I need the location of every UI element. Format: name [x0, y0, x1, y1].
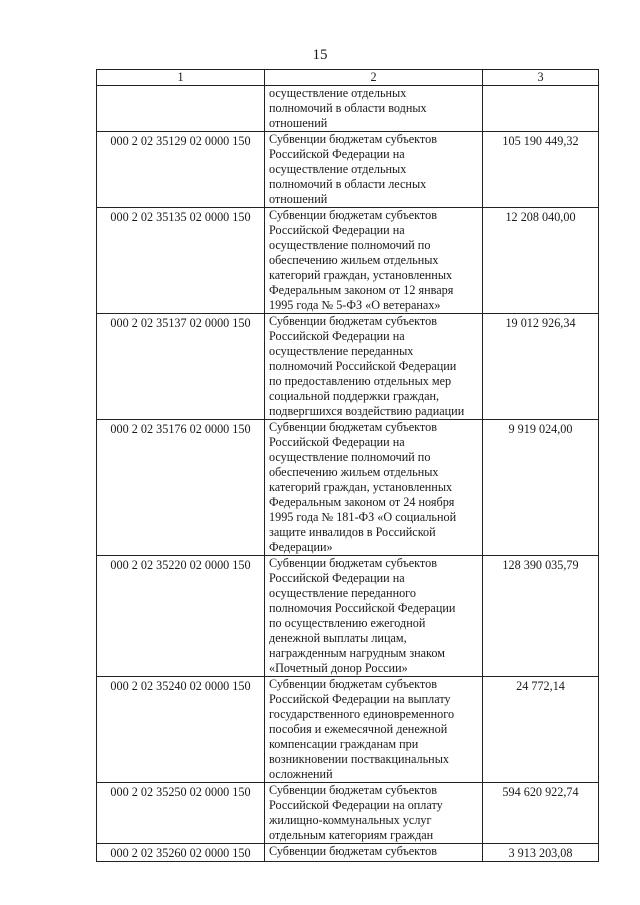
row-description	[265, 783, 483, 844]
description-line: денежной выплаты лицам,	[269, 631, 407, 645]
description-line: Федерации»	[269, 540, 333, 554]
description-line: возникновении поствакцинальных	[269, 752, 449, 766]
row-amount: 105 190 449,32	[483, 132, 599, 208]
description-line: осуществление отдельных	[269, 86, 407, 100]
description-line: Субвенции бюджетам субъектов	[269, 783, 437, 797]
budget-table	[96, 69, 599, 862]
description-line: осуществление переданных	[269, 344, 414, 358]
description-line: отдельным категориям граждан	[269, 828, 434, 842]
description-line: полномочий в области лесных	[269, 177, 427, 191]
description-line: по осуществлению ежегодной	[269, 616, 426, 630]
description-line: Российской Федерации на	[269, 435, 405, 449]
description-line: категорий граждан, установленных	[269, 480, 453, 494]
description-line: Российской Федерации на	[269, 223, 405, 237]
row-code: 000 2 02 35240 02 0000 150	[97, 677, 265, 783]
row-code: 000 2 02 35137 02 0000 150	[97, 314, 265, 420]
row-code: 000 2 02 35176 02 0000 150	[97, 420, 265, 556]
description-line: полномочий в области водных	[269, 101, 427, 115]
row-code: 000 2 02 35129 02 0000 150	[97, 132, 265, 208]
description-line: отношений	[269, 116, 328, 130]
description-line: компенсации гражданам при	[269, 737, 419, 751]
row-description	[265, 208, 483, 314]
row-code: 000 2 02 35260 02 0000 150	[97, 844, 265, 862]
description-line: Российской Федерации на	[269, 571, 405, 585]
description-line: обеспечению жильем отдельных	[269, 253, 439, 267]
description-line: 1995 года № 5-ФЗ «О ветеранах»	[269, 298, 441, 312]
description-line: категорий граждан, установленных	[269, 268, 453, 282]
description-line: 1995 года № 181-ФЗ «О социальной	[269, 510, 457, 524]
row-amount: 128 390 035,79	[483, 556, 599, 677]
description-line: осуществление переданного	[269, 586, 416, 600]
description-line: осуществление полномочий по	[269, 238, 431, 252]
description-line: жилищно-коммунальных услуг	[269, 813, 432, 827]
row-description	[265, 132, 483, 208]
row-amount: 24 772,14	[483, 677, 599, 783]
row-amount: 12 208 040,00	[483, 208, 599, 314]
table-row	[97, 677, 599, 783]
description-line: Российской Федерации на выплату	[269, 692, 451, 706]
table-row	[97, 86, 599, 132]
description-line: Российской Федерации на	[269, 329, 405, 343]
row-amount	[483, 86, 599, 132]
description-line: защите инвалидов в Российской	[269, 525, 436, 539]
table-row	[97, 132, 599, 208]
row-amount: 594 620 922,74	[483, 783, 599, 844]
row-description	[265, 556, 483, 677]
description-line: Субвенции бюджетам субъектов	[269, 420, 437, 434]
description-line: Субвенции бюджетам субъектов	[269, 677, 437, 691]
table-row	[97, 556, 599, 677]
description-line: Субвенции бюджетам субъектов	[269, 556, 437, 570]
row-description	[265, 86, 483, 132]
description-line: полномочия Российской Федерации	[269, 601, 456, 615]
row-code: 000 2 02 35220 02 0000 150	[97, 556, 265, 677]
column-header-1: 1	[97, 70, 265, 86]
table-row	[97, 783, 599, 844]
column-header-3: 3	[483, 70, 599, 86]
table-header-row	[97, 70, 599, 86]
row-description	[265, 314, 483, 420]
table-row	[97, 420, 599, 556]
description-line: Российской Федерации на оплату	[269, 798, 443, 812]
description-line: полномочий Российской Федерации	[269, 359, 457, 373]
table-body	[97, 86, 599, 862]
description-line: социальной поддержки граждан,	[269, 389, 440, 403]
description-line: пособия и ежемесячной денежной	[269, 722, 448, 736]
description-line: осуществление полномочий по	[269, 450, 431, 464]
table-row	[97, 208, 599, 314]
row-description	[265, 677, 483, 783]
description-line: Федеральным законом от 12 января	[269, 283, 454, 297]
table-row	[97, 314, 599, 420]
row-code	[97, 86, 265, 132]
page-number: 15	[312, 47, 328, 63]
description-line: Российской Федерации на	[269, 147, 405, 161]
row-code: 000 2 02 35250 02 0000 150	[97, 783, 265, 844]
description-line: «Почетный донор России»	[269, 661, 408, 675]
description-line: осложнений	[269, 767, 333, 781]
description-line: Субвенции бюджетам субъектов	[269, 844, 437, 858]
description-line: подвергшихся воздействию радиации	[269, 404, 465, 418]
description-line: Субвенции бюджетам субъектов	[269, 208, 437, 222]
column-header-2: 2	[265, 70, 483, 86]
table-row	[97, 844, 599, 862]
row-amount: 19 012 926,34	[483, 314, 599, 420]
row-code: 000 2 02 35135 02 0000 150	[97, 208, 265, 314]
description-line: Субвенции бюджетам субъектов	[269, 132, 437, 146]
row-amount: 3 913 203,08	[483, 844, 599, 862]
description-line: отношений	[269, 192, 328, 206]
description-line: Федеральным законом от 24 ноября	[269, 495, 455, 509]
description-line: Субвенции бюджетам субъектов	[269, 314, 437, 328]
description-line: обеспечению жильем отдельных	[269, 465, 439, 479]
description-line: осуществление отдельных	[269, 162, 407, 176]
description-line: по предоставлению отдельных мер	[269, 374, 452, 388]
description-line: государственного единовременного	[269, 707, 455, 721]
row-amount: 9 919 024,00	[483, 420, 599, 556]
row-description	[265, 844, 483, 862]
row-description	[265, 420, 483, 556]
description-line: награжденным нагрудным знаком	[269, 646, 445, 660]
